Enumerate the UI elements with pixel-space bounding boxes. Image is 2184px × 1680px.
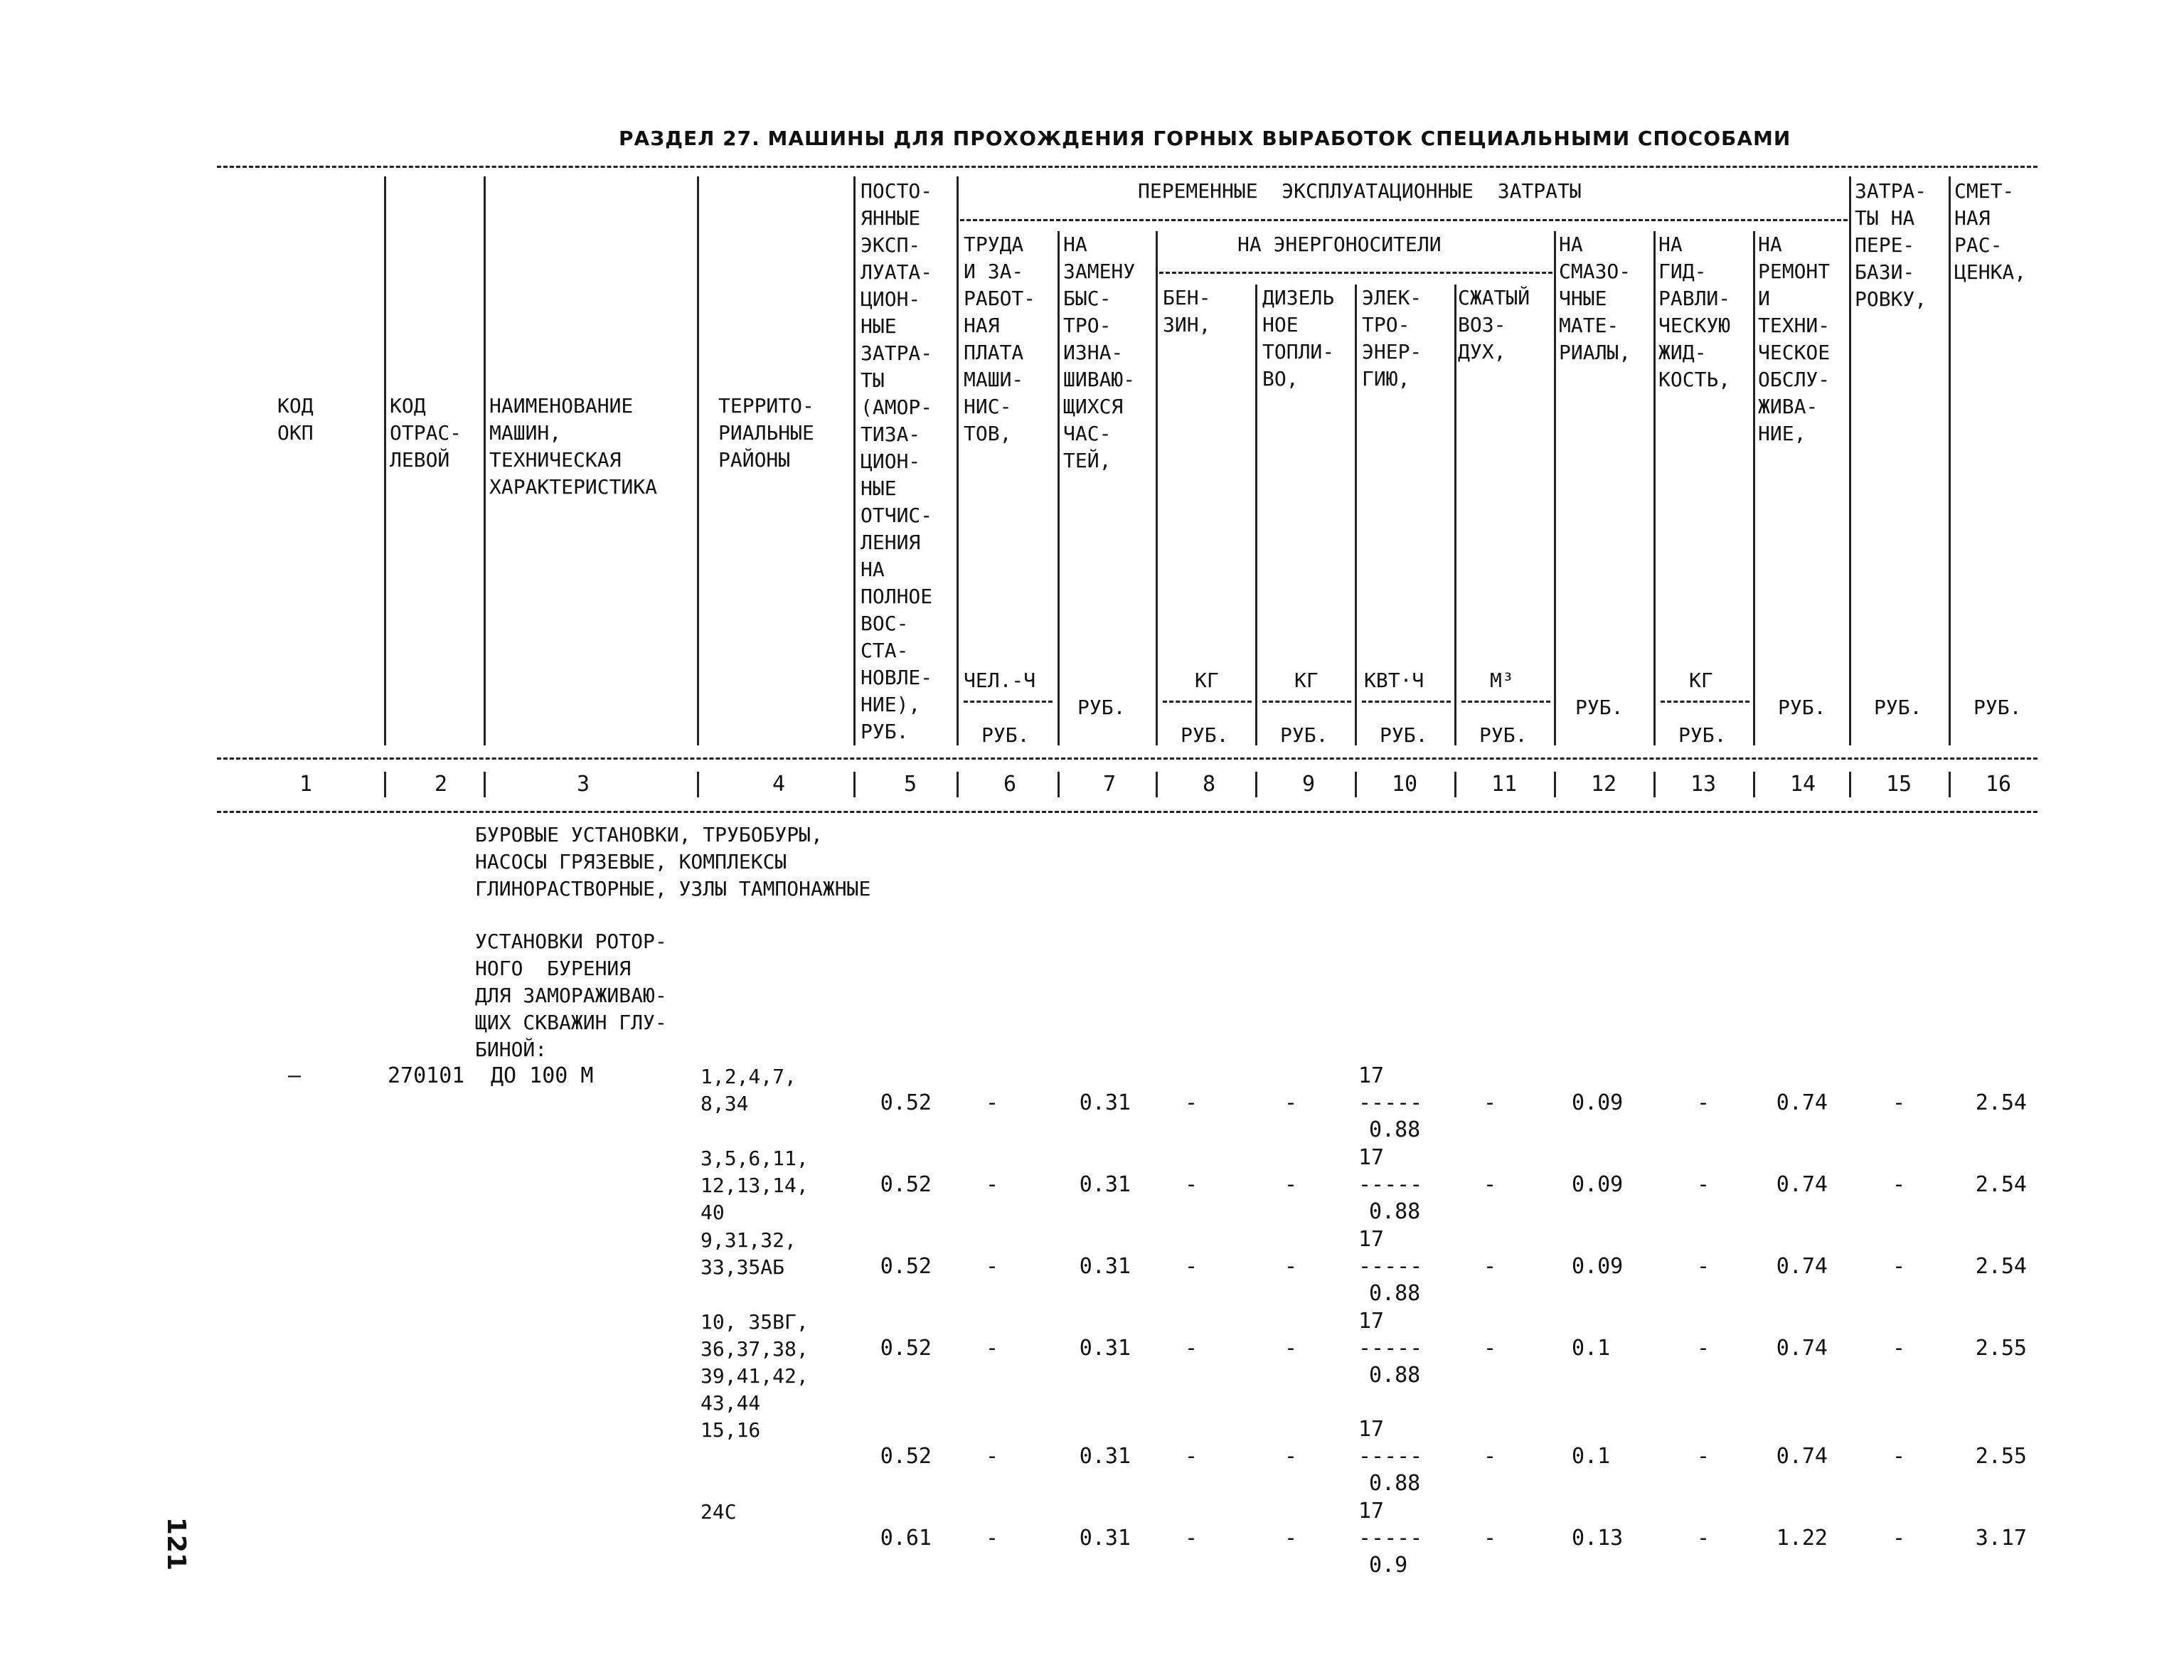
vsep	[853, 176, 856, 745]
cell-c5: 0.52	[880, 1254, 932, 1279]
cell-c8: -	[1184, 1444, 1198, 1469]
colnum: 11	[1491, 772, 1518, 797]
cell-c10-bar: -----	[1358, 1526, 1423, 1551]
cell-c15: -	[1892, 1090, 1906, 1115]
colnum: 10	[1391, 772, 1418, 797]
hdr-col12-rub: РУБ.	[1575, 696, 1624, 719]
cell-c14: 0.74	[1776, 1336, 1828, 1361]
cell-c6: -	[985, 1254, 999, 1279]
colnum: 6	[1003, 772, 1017, 797]
cell-c10-den: 0.88	[1369, 1471, 1421, 1496]
hdr-col6-unit: ЧЕЛ.-Ч	[964, 669, 1036, 692]
item-okp: –	[288, 1063, 302, 1088]
hdr-col6: ТРУДА И ЗА- РАБОТ- НАЯ ПЛАТА МАШИ- НИС- ТОВ,	[964, 233, 1036, 445]
vsep	[1554, 772, 1556, 797]
cell-c7: 0.31	[1079, 1336, 1131, 1361]
colnum: 15	[1885, 772, 1912, 797]
hdr-postoyannye: ПОСТО- ЯННЫЕ ЭКСП- ЛУАТА- ЦИОН- НЫЕ ЗАТРА- ТЫ (АМОР- ТИЗА- ЦИОН- НЫЕ ОТЧИС- ЛЕНИЯ НА ПОЛНОЕ ВОС- СТА- НОВЛЕ- НИЕ), РУБ.	[861, 179, 933, 743]
hdr-kod-otraslevoy: КОД ОТРАС- ЛЕВОЙ	[390, 394, 462, 472]
hdr-kod-okp: КОД ОКП	[277, 394, 314, 445]
cell-c5: 0.52	[880, 1172, 932, 1197]
cell-c15: -	[1892, 1336, 1906, 1361]
colnum: 4	[772, 772, 786, 797]
colnum: 3	[576, 772, 590, 797]
row-regions: 24С	[701, 1500, 737, 1524]
hdr-col9: ДИЗЕЛЬ НОЕ ТОПЛИ- ВО,	[1262, 286, 1335, 390]
cell-c10-bar: -----	[1358, 1254, 1423, 1279]
cell-c10-den: 0.88	[1369, 1199, 1421, 1224]
vsep	[1255, 285, 1257, 745]
cell-c13: -	[1696, 1090, 1710, 1115]
unit-rule-10	[1362, 701, 1451, 703]
hdr-col7-rub: РУБ.	[1077, 696, 1126, 719]
colnum: 5	[903, 772, 917, 797]
hdr-territorii: ТЕРРИТО- РИАЛЬНЫЕ РАЙОНЫ	[718, 394, 814, 472]
cell-c10-bar: -----	[1358, 1444, 1423, 1469]
hdr-col13: НА ГИД- РАВЛИ- ЧЕСКУЮ ЖИД- КОСТЬ,	[1658, 233, 1731, 391]
vsep	[1355, 772, 1357, 797]
hdr-col15: ЗАТРА- ТЫ НА ПЕРЕ- БАЗИ- РОВКУ,	[1855, 179, 1927, 311]
hdr-peremennye: ПЕРЕМЕННЫЕ ЭКСПЛУАТАЦИОННЫЕ ЗАТРАТЫ	[1138, 179, 1582, 203]
cell-c12: 0.1	[1572, 1444, 1611, 1469]
colnum: 1	[299, 772, 313, 797]
cell-c10-num: 17	[1358, 1063, 1385, 1088]
cell-c16: 3.17	[1975, 1526, 2027, 1551]
cell-c10-num: 17	[1358, 1417, 1385, 1442]
row-regions: 15,16	[701, 1418, 761, 1442]
cell-c15: -	[1892, 1526, 1906, 1551]
vsep	[1355, 285, 1357, 745]
hdr-col11-rub: РУБ.	[1479, 723, 1528, 747]
unit-rule-9	[1262, 701, 1351, 703]
hdr-col14: НА РЕМОНТ И ТЕХНИ- ЧЕСКОЕ ОБСЛУ- ЖИВА- НИЕ,	[1758, 233, 1831, 445]
cell-c14: 0.74	[1776, 1444, 1828, 1469]
variable-subrule	[960, 219, 1848, 221]
hdr-col16: СМЕТ- НАЯ РАС- ЦЕНКА,	[1954, 179, 2027, 284]
hdr-col13-rub: РУБ.	[1678, 723, 1727, 747]
cell-c7: 0.31	[1079, 1526, 1131, 1551]
vsep	[1156, 231, 1158, 745]
energy-subrule	[1159, 272, 1552, 274]
cell-c7: 0.31	[1079, 1444, 1131, 1469]
vsep	[1949, 176, 1951, 745]
cell-c5: 0.52	[880, 1336, 932, 1361]
cell-c8: -	[1184, 1254, 1198, 1279]
cell-c9: -	[1284, 1254, 1298, 1279]
item-title: УСТАНОВКИ РОТОР- НОГО БУРЕНИЯ ДЛЯ ЗАМОРАЖИВАЮ- ЩИХ СКВАЖИН ГЛУ- БИНОЙ:	[475, 930, 667, 1061]
vsep	[1156, 772, 1158, 797]
group-title: БУРОВЫЕ УСТАНОВКИ, ТРУБОБУРЫ, НАСОСЫ ГРЯЗЕВЫЕ, КОМПЛЕКСЫ ГЛИНОРАСТВОРНЫЕ, УЗЛЫ ТАМПОНАЖНЫЕ	[475, 823, 871, 900]
hdr-col8-rub: РУБ.	[1181, 723, 1229, 747]
vsep	[1753, 231, 1755, 745]
header-bottom-rule	[217, 757, 2037, 760]
cell-c10-num: 17	[1358, 1145, 1385, 1170]
cell-c13: -	[1696, 1336, 1710, 1361]
cell-c10-bar: -----	[1358, 1172, 1423, 1197]
cell-c13: -	[1696, 1526, 1710, 1551]
cell-c9: -	[1284, 1172, 1298, 1197]
hdr-col12: НА СМАЗО- ЧНЫЕ МАТЕ- РИАЛЫ,	[1559, 233, 1631, 364]
cell-c11: -	[1483, 1444, 1497, 1469]
vsep	[1753, 772, 1755, 797]
hdr-col9-unit: КГ	[1294, 669, 1319, 692]
unit-rule-11	[1461, 701, 1550, 703]
cell-c10-bar: -----	[1358, 1090, 1423, 1115]
cell-c10-den: 0.88	[1369, 1117, 1421, 1142]
cell-c6: -	[985, 1336, 999, 1361]
vsep	[384, 176, 386, 745]
row-regions: 3,5,6,11, 12,13,14, 40	[701, 1147, 809, 1224]
cell-c11: -	[1483, 1172, 1497, 1197]
hdr-col15-rub: РУБ.	[1874, 696, 1922, 719]
row-regions: 1,2,4,7, 8,34	[701, 1065, 797, 1115]
vsep	[1454, 285, 1456, 745]
item-name: ДО 100 М	[491, 1063, 594, 1088]
hdr-col14-rub: РУБ.	[1778, 696, 1826, 719]
vsep	[1058, 231, 1060, 745]
cell-c12: 0.09	[1572, 1090, 1624, 1115]
cell-c8: -	[1184, 1090, 1198, 1115]
hdr-col8: БЕН- ЗИН,	[1163, 286, 1211, 336]
hdr-naimenovanie: НАИМЕНОВАНИЕ МАШИН, ТЕХНИЧЕСКАЯ ХАРАКТЕРИСТИКА	[489, 394, 658, 499]
cell-c14: 0.74	[1776, 1254, 1828, 1279]
unit-rule-6	[964, 701, 1053, 703]
vsep	[1454, 772, 1456, 797]
item-code: 270101	[388, 1063, 465, 1088]
cell-c13: -	[1696, 1254, 1710, 1279]
cell-c8: -	[1184, 1336, 1198, 1361]
vsep	[1255, 772, 1257, 797]
cell-c10-den: 0.88	[1369, 1363, 1421, 1388]
vsep	[1653, 231, 1656, 745]
section-title: РАЗДЕЛ 27. МАШИНЫ ДЛЯ ПРОХОЖДЕНИЯ ГОРНЫХ ВЫРАБОТОК СПЕЦИАЛЬНЫМИ СПОСОБАМИ	[619, 127, 1791, 150]
cell-c6: -	[985, 1526, 999, 1551]
cell-c6: -	[985, 1444, 999, 1469]
colnum-bottom-rule	[217, 811, 2037, 813]
cell-c6: -	[985, 1090, 999, 1115]
cell-c15: -	[1892, 1444, 1906, 1469]
colnum: 2	[434, 772, 448, 797]
vsep	[384, 772, 386, 797]
cell-c16: 2.55	[1975, 1336, 2027, 1361]
row-regions: 9,31,32, 33,35АБ	[701, 1228, 797, 1279]
cell-c16: 2.55	[1975, 1444, 2027, 1469]
cell-c12: 0.13	[1572, 1526, 1624, 1551]
vsep	[697, 176, 699, 745]
cell-c5: 0.52	[880, 1090, 932, 1115]
vsep	[484, 176, 486, 745]
vsep	[484, 772, 486, 797]
cell-c14: 0.74	[1776, 1090, 1828, 1115]
cell-c5: 0.61	[880, 1526, 932, 1551]
hdr-col10-rub: РУБ.	[1380, 723, 1428, 747]
cell-c12: 0.09	[1572, 1172, 1624, 1197]
cell-c11: -	[1483, 1090, 1497, 1115]
vsep	[697, 772, 699, 797]
hdr-col8-unit: КГ	[1195, 669, 1219, 692]
hdr-col6-rub: РУБ.	[981, 723, 1030, 747]
hdr-col11: СЖАТЫЙ ВОЗ- ДУХ,	[1458, 286, 1530, 363]
cell-c9: -	[1284, 1090, 1298, 1115]
hdr-col9-rub: РУБ.	[1280, 723, 1328, 747]
cell-c16: 2.54	[1975, 1172, 2027, 1197]
cell-c8: -	[1184, 1172, 1198, 1197]
vsep	[1849, 772, 1851, 797]
cell-c7: 0.31	[1079, 1090, 1131, 1115]
cell-c5: 0.52	[880, 1444, 932, 1469]
cell-c7: 0.31	[1079, 1172, 1131, 1197]
cell-c10-num: 17	[1358, 1499, 1385, 1524]
hdr-col11-unit: М³	[1490, 669, 1514, 692]
cell-c8: -	[1184, 1526, 1198, 1551]
hdr-col16-rub: РУБ.	[1973, 696, 2022, 719]
cell-c6: -	[985, 1172, 999, 1197]
vsep	[957, 772, 959, 797]
cell-c9: -	[1284, 1444, 1298, 1469]
vsep	[853, 772, 856, 797]
cell-c10-den: 0.9	[1369, 1553, 1408, 1578]
cell-c14: 0.74	[1776, 1172, 1828, 1197]
cell-c10-den: 0.88	[1369, 1281, 1421, 1306]
cell-c11: -	[1483, 1336, 1497, 1361]
hdr-col10-unit: КВТ·Ч	[1364, 669, 1424, 692]
vsep	[1949, 772, 1951, 797]
colnum: 9	[1301, 772, 1316, 797]
page-number: 121	[161, 1516, 191, 1571]
cell-c12: 0.09	[1572, 1254, 1624, 1279]
colnum: 14	[1789, 772, 1816, 797]
colnum: 16	[1985, 772, 2012, 797]
cell-c10-bar: -----	[1358, 1336, 1423, 1361]
cell-c11: -	[1483, 1526, 1497, 1551]
hdr-col10: ЭЛЕК- ТРО- ЭНЕР- ГИЮ,	[1362, 286, 1422, 390]
header-top-rule	[217, 166, 2037, 168]
cell-c15: -	[1892, 1254, 1906, 1279]
hdr-col13-unit: КГ	[1689, 669, 1713, 692]
cell-c15: -	[1892, 1172, 1906, 1197]
cell-c9: -	[1284, 1526, 1298, 1551]
vsep	[1058, 772, 1060, 797]
cell-c14: 1.22	[1776, 1526, 1828, 1551]
unit-rule-8	[1163, 701, 1252, 703]
colnum: 8	[1202, 772, 1216, 797]
colnum: 12	[1590, 772, 1617, 797]
cell-c10-num: 17	[1358, 1227, 1385, 1252]
colnum: 13	[1690, 772, 1717, 797]
vsep	[957, 176, 959, 745]
colnum: 7	[1102, 772, 1117, 797]
vsep	[1653, 772, 1656, 797]
vsep	[1554, 231, 1556, 745]
unit-rule-13	[1661, 701, 1749, 703]
hdr-col7: НА ЗАМЕНУ БЫС- ТРО- ИЗНА- ШИВАЮ- ЩИХСЯ ЧАС- ТЕЙ,	[1063, 233, 1136, 472]
hdr-energonositeli: НА ЭНЕРГОНОСИТЕЛИ	[1237, 233, 1442, 256]
cell-c13: -	[1696, 1172, 1710, 1197]
cell-c10-num: 17	[1358, 1309, 1385, 1334]
vsep	[1849, 176, 1851, 745]
cell-c16: 2.54	[1975, 1254, 2027, 1279]
cell-c7: 0.31	[1079, 1254, 1131, 1279]
cell-c9: -	[1284, 1336, 1298, 1361]
row-regions: 10, 35ВГ, 36,37,38, 39,41,42, 43,44	[701, 1310, 809, 1415]
cell-c12: 0.1	[1572, 1336, 1611, 1361]
cell-c16: 2.54	[1975, 1090, 2027, 1115]
cell-c11: -	[1483, 1254, 1497, 1279]
cell-c13: -	[1696, 1444, 1710, 1469]
